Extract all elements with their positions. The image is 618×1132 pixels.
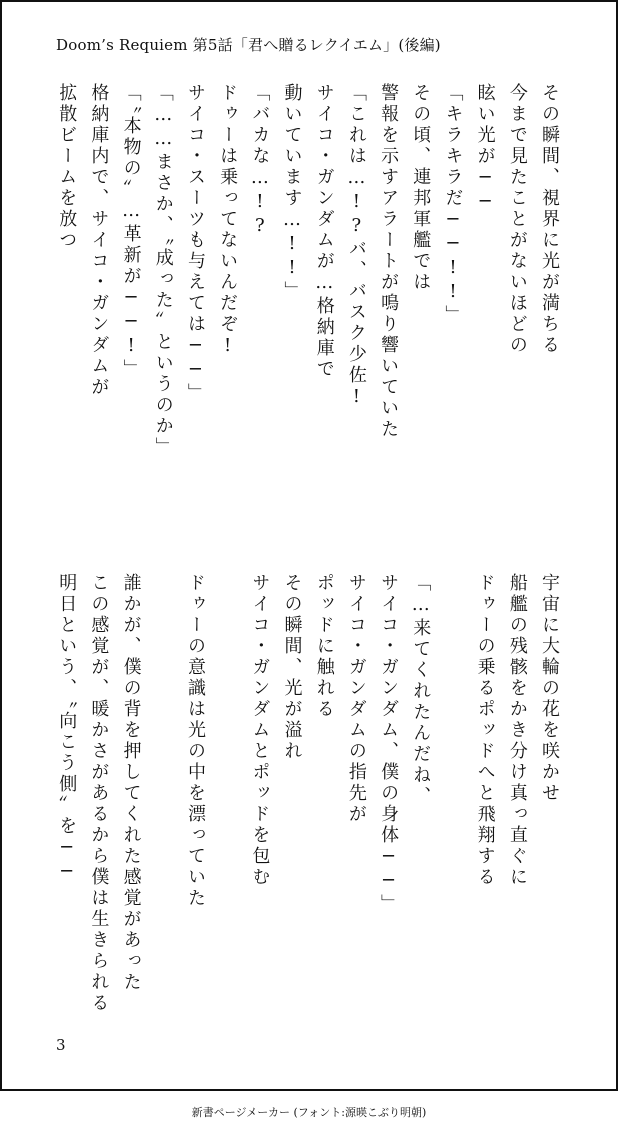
text-column: サイコ・ガンダムとポッドを包む	[249, 573, 271, 888]
text-column: サイコ・ガンダム、僕の身体──」	[378, 573, 400, 915]
text-column: 「…来てくれたんだね、	[410, 573, 432, 807]
text-column: 「……まさか、〝成った〟というのか」	[152, 83, 174, 458]
text-column: 動いています…!!」	[281, 83, 303, 302]
text-column: ドゥーの乗るポッドへと飛翔する	[474, 573, 496, 888]
text-column: 船艦の残骸をかき分け真っ直ぐに	[506, 573, 528, 888]
text-column: サイコ・ガンダムが…格納庫で	[313, 83, 335, 380]
text-column: 今まで見たことがないほどの	[506, 83, 528, 356]
text-column: ドゥーの意識は光の中を漂っていた	[184, 573, 206, 909]
text-column: 誰かが、僕の背を押してくれた感覚があった	[120, 573, 142, 993]
text-column: この感覚が、暖かさがあるから僕は生きられる	[88, 573, 110, 1014]
text-block-bottom	[50, 573, 565, 1014]
text-column	[147, 573, 179, 1014]
page-number: 3	[56, 1036, 66, 1054]
text-column: 宇宙に大輪の花を咲かせ	[539, 573, 560, 804]
text-column	[211, 573, 243, 1014]
text-column	[436, 573, 468, 1014]
text-column: 格納庫内で、サイコ・ガンダムが	[88, 83, 110, 398]
text-column: 「キラキラだ──!!」	[442, 83, 464, 326]
page-title: Doom’s Requiem 第5話「君へ贈るレクイエム」(後編)	[56, 36, 441, 54]
text-column: サイコ・ガンダムの指先が	[345, 573, 367, 825]
text-column: 明日という、〝向こう側〟を──	[56, 573, 78, 885]
text-column: その瞬間、光が溢れ	[281, 573, 303, 762]
text-column: 拡散ビームを放つ	[56, 83, 78, 251]
text-column: サイコ・スーツも与えては──」	[184, 83, 206, 404]
text-column: ポッドに触れる	[313, 573, 335, 720]
text-column: 「これは…!?バ、バスク少佐!	[345, 83, 367, 410]
footer-credit: 新書ページメーカー (フォント:源暎こぶり明朝)	[191, 1106, 427, 1119]
text-column: 「バカな…!?	[249, 83, 271, 239]
text-column: 眩い光が──	[474, 83, 496, 215]
text-block-top	[50, 83, 565, 458]
text-column: ドゥーは乗ってないんだぞ!	[217, 83, 239, 359]
text-column: その頃、連邦軍艦では	[410, 83, 432, 293]
text-column: 警報を示すアラートが鳴り響いていた	[378, 83, 400, 440]
text-column: その瞬間、視界に光が満ちる	[539, 83, 560, 356]
text-column: 「〝本物の〟…革新が──!」	[120, 83, 142, 380]
